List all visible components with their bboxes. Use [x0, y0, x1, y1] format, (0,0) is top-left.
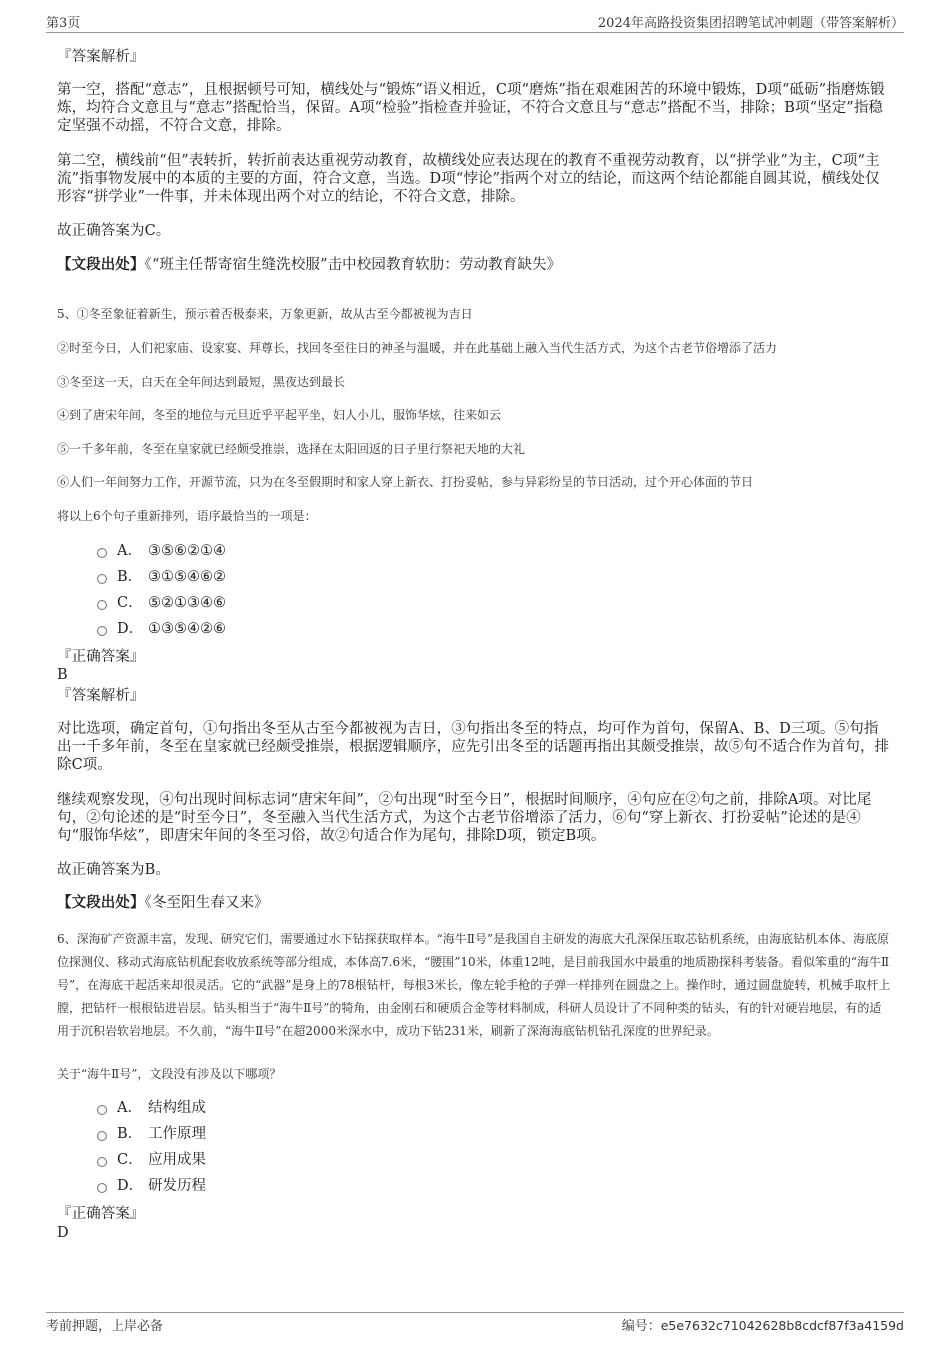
q6-option-a[interactable]: [97, 1099, 206, 1117]
q5-analysis-label: 『答案解析』: [57, 688, 145, 704]
q5-prompt: 将以上6个句子重新排列，语序最恰当的一项是：: [57, 509, 317, 523]
option-text: ⑤②①③④⑥: [148, 595, 226, 611]
page-number: 第3页: [46, 16, 81, 31]
radio-button-icon[interactable]: [97, 1183, 107, 1193]
radio-button-icon[interactable]: [97, 1105, 107, 1115]
option-text: ③⑤⑥②①④: [148, 543, 226, 559]
q5-sentence-6: ⑥人们一年间努力工作，开源节流，只为在冬至假期时和家人穿上新衣、打扮妥帖，参与异彩纷呈的节日活动，过个开心体面的节日: [57, 475, 754, 489]
option-letter: B．: [117, 569, 143, 585]
q5-source-label: 【文段出处】: [57, 894, 145, 911]
q6-passage: 6、深海矿产资源丰富，发现、研究它们，需要通过水下钻探获取样本。“海牛Ⅱ号”是我国自主研发的海底大孔深保压取芯钻机系统，由海底钻机本体、海底原位探测仪、移动式海底钻机配套收放系统等部分组成，本体高7.6米，“腰围”10米，体重12吨，是目前我国水中最重的地质勘探科考装备。看似笨重的“海牛Ⅱ号”，在海底干起活来却很灵活。它的“武器”是身上的78根钻杆，每根3米长，像左轮手枪的子弹一样排列在圆盘之上。操作时，通过圆盘旋转，机械手取杆上膛，把钻杆一根根钻进岩层。钻头相当于“海牛Ⅱ号”的犄角，由金刚石和硬质合金等材料制成，科研人员设计了不同种类的钻头，有的针对硬岩地层，有的适用于沉积岩软岩地层。不久前，“海牛Ⅱ号”在超2000米深水中，成功下钻231米，刷新了深海海底钻机钻孔深度的世界纪录。: [57, 932, 891, 1038]
q6-prompt: 关于“海牛Ⅱ号”，文段没有涉及以下哪项？: [57, 1067, 282, 1081]
q5-answer-label: 『正确答案』: [57, 649, 145, 665]
q5-option-d[interactable]: [97, 620, 226, 638]
document-title: 2024年高路投资集团招聘笔试冲刺题（带答案解析）: [597, 16, 904, 31]
q5-option-b[interactable]: [97, 568, 226, 586]
document-code: [622, 1315, 904, 1334]
q6-option-b[interactable]: [97, 1125, 206, 1143]
q4-analysis-paragraph-1: 第一空，搭配“意志”，且根据顿号可知，横线处与“锻炼”语义相近，C项“磨炼”指在艰难困苦的环境中锻炼，D项“砥砺”指磨炼锻炼，均符合文意且与“意志”搭配恰当，保留。A项“检验”指检查并验证，不符合文意且与“意志”搭配不当，排除；B项“坚定”指稳定坚强不动摇，不符合文意，排除。: [57, 82, 885, 134]
q5-option-a[interactable]: [97, 542, 226, 560]
q5-sentence-1: 5、①冬至象征着新生，预示着否极泰来，万象更新，故从古至今都被视为吉日: [57, 307, 473, 321]
q6-answer: D: [57, 1225, 69, 1241]
option-letter: A．: [117, 1100, 142, 1116]
q4-analysis-paragraph-2: 第二空，横线前“但”表转折，转折前表达重视劳动教育，故横线处应表达现在的教育不重视劳动教育，以“拼学业”为主，C项“主流”指事物发展中的本质的主要的方面，符合文意，当选。D项“悖论”指两个对立的结论，而这两个结论都能自圆其说，横线处仅形容“拼学业”一件事，并未体现出两个对立的结论，不符合文意，排除。: [57, 153, 880, 205]
code-value: e5e7632c71042628b8cdcf87f3a4159d: [660, 1318, 904, 1333]
q5-sentence-5: ⑤一千多年前，冬至在皇家就已经颇受推崇，选择在太阳回返的日子里行祭祀天地的大礼: [57, 442, 526, 456]
option-letter: D．: [117, 621, 144, 637]
option-text: 研发历程: [148, 1178, 206, 1194]
q4-source: [57, 256, 893, 274]
q5-sentence-3: ③冬至这一天，白天在全年间达到最短，黑夜达到最长: [57, 375, 346, 389]
option-letter: C．: [117, 1152, 143, 1168]
q5-source-text: 《冬至阳生春又来》: [144, 895, 269, 911]
option-text: 结构组成: [148, 1100, 206, 1116]
q5-sentence-2: ②时至今日，人们祀家庙、设家宴、拜尊长，找回冬至往日的神圣与温暖，并在此基础上融入当代生活方式，为这个古老节俗增添了活力: [57, 341, 778, 355]
q5-conclusion: 故正确答案为B。: [57, 862, 170, 878]
radio-button-icon[interactable]: [97, 1131, 107, 1141]
radio-button-icon[interactable]: [97, 574, 107, 584]
q4-conclusion: 故正确答案为C。: [57, 223, 171, 239]
radio-button-icon[interactable]: [97, 1157, 107, 1167]
q5-analysis-paragraph-2: 继续观察发现，④句出现时间标志词“唐宋年间”，②句出现“时至今日”，根据时间顺序，④句应在②句之前，排除A项。对比尾句，②句论述的是“时至今日”，冬至融入当代生活方式，为这个古老节俗增添了活力，⑥句“穿上新衣、打扮妥帖”论述的是④句“服饰华炫”，即唐宋年间的冬至习俗，故②句适合作为尾句，排除D项，锁定B项。: [57, 792, 872, 844]
option-letter: D．: [117, 1178, 144, 1194]
option-text: ①③⑤④②⑥: [148, 621, 226, 637]
q6-option-c[interactable]: [97, 1151, 206, 1169]
q4-analysis-label: 『答案解析』: [57, 49, 145, 65]
page-footer: [46, 1312, 904, 1337]
q6-answer-label: 『正确答案』: [57, 1206, 145, 1222]
q4-source-label: 【文段出处】: [57, 256, 145, 273]
option-text: 工作原理: [148, 1126, 206, 1142]
q5-option-c[interactable]: [97, 594, 226, 612]
q5-answer: B: [57, 667, 68, 683]
page-header: [46, 12, 904, 33]
option-letter: C．: [117, 595, 143, 611]
option-letter: A．: [117, 543, 142, 559]
radio-button-icon[interactable]: [97, 626, 107, 636]
option-text: 应用成果: [148, 1152, 206, 1168]
q6-option-d[interactable]: [97, 1177, 206, 1195]
option-letter: B．: [117, 1126, 143, 1142]
footer-slogan: 考前押题，上岸必备: [46, 1319, 164, 1334]
q5-sentence-4: ④到了唐宋年间，冬至的地位与元旦近乎平起平坐，妇人小儿，服饰华炫，往来如云: [57, 408, 502, 422]
q5-analysis-paragraph-1: 对比选项，确定首句，①句指出冬至从古至今都被视为吉日，③句指出冬至的特点，均可作为首句，保留A、B、D三项。⑤句指出一千多年前，冬至在皇家就已经颇受推崇，根据逻辑顺序，应先引出冬至的话题再指出其颇受推崇，故⑤句不适合作为首句，排除C项。: [57, 721, 890, 773]
q4-source-text: 《“班主任帮寄宿生缝洗校服”击中校园教育软肋：劳动教育缺失》: [144, 257, 562, 273]
option-text: ③①⑤④⑥②: [148, 569, 226, 585]
radio-button-icon[interactable]: [97, 600, 107, 610]
radio-button-icon[interactable]: [97, 548, 107, 558]
q5-source: [57, 894, 893, 912]
code-label: 编号：: [621, 1319, 661, 1334]
